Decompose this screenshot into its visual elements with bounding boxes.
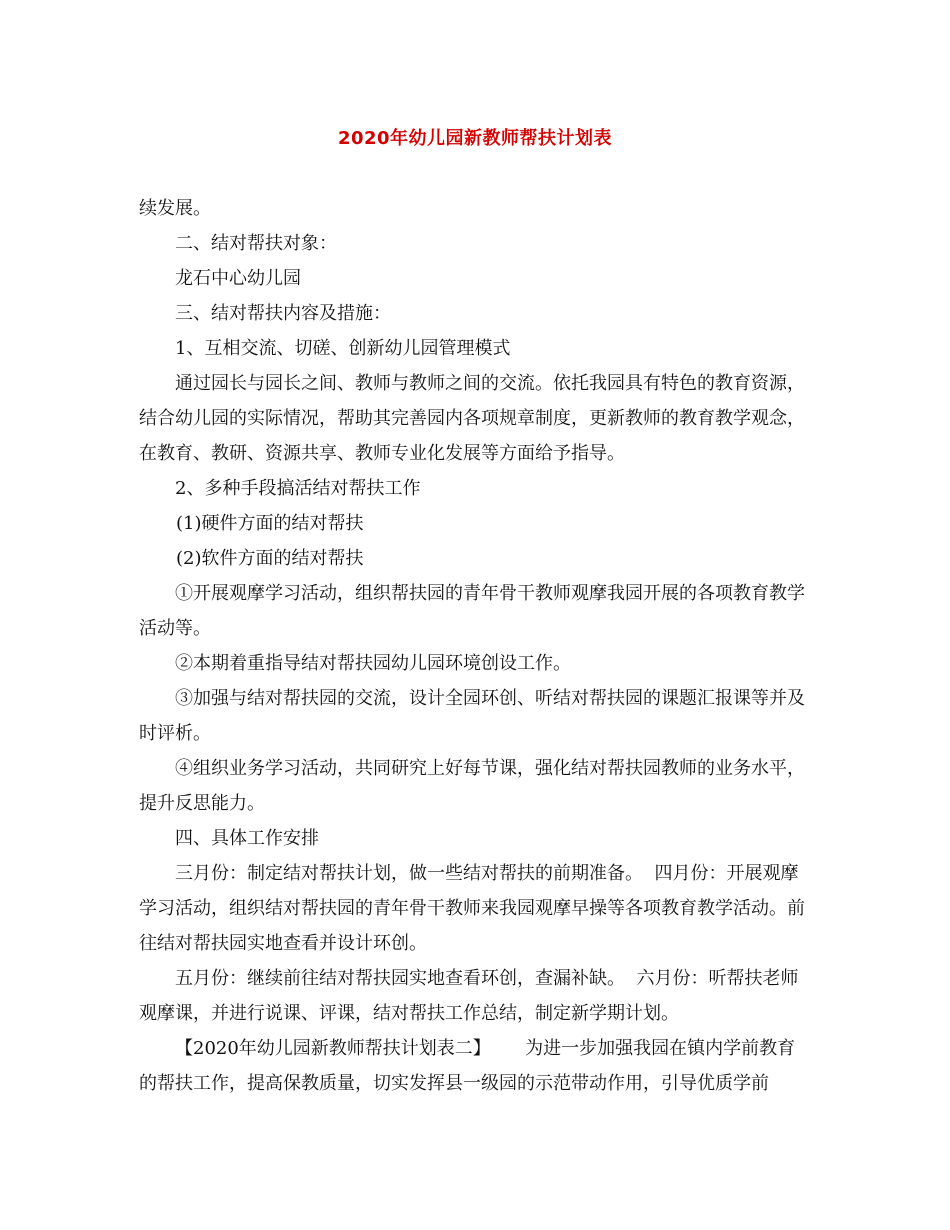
item-study: ④组织业务学习活动，共同研究上好每节课，强化结对帮扶园教师的业务水平，提升反思能力。 [139, 758, 805, 814]
item-software: (2)软件方面的结对帮扶 [176, 548, 364, 569]
paragraph-may-june: 五月份：继续前往结对帮扶园实地查看环创，查漏补缺。 六月份：听帮扶老师观摩课，并进行说课、评课，结对帮扶工作总结，制定新学期计划。 [139, 968, 799, 1024]
item-communication: ③加强与结对帮扶园的交流，设计全园环创、听结对帮扶园的课题汇报课等并及时评析。 [139, 688, 805, 744]
subheading-methods: 2、多种手段搞活结对帮扶工作 [175, 478, 421, 499]
item-hardware: (1)硬件方面的结对帮扶 [176, 513, 364, 534]
paragraph-target-school: 龙石中心幼儿园 [175, 268, 301, 289]
item-observation: ①开展观摩学习活动，组织帮扶园的青年骨干教师观摩我园开展的各项教育教学活动等。 [139, 583, 805, 639]
heading-content-measures: 三、结对帮扶内容及措施： [175, 303, 391, 324]
subheading-exchange: 1、互相交流、切磋、创新幼儿园管理模式 [175, 338, 511, 359]
paragraph-plan-two: 【2020年幼儿园新教师帮扶计划表二】 为进一步加强我园在镇内学前教育的帮扶工作，提高保教质量，切实发挥县一级园的示范带动作用，引导优质学前 [139, 1038, 796, 1094]
paragraph-continuation: 续发展。 [139, 198, 211, 219]
document-title: 2020年幼儿园新教师帮扶计划表 [337, 128, 613, 149]
item-environment: ②本期着重指导结对帮扶园幼儿园环境创设工作。 [175, 653, 571, 674]
heading-pairing-target: 二、结对帮扶对象： [175, 233, 337, 254]
document-body [139, 191, 811, 1101]
paragraph-march-april: 三月份：制定结对帮扶计划，做一些结对帮扶的前期准备。 四月份：开展观摩学习活动，组织结对帮扶园的青年骨干教师来我园观摩早操等各项教育教学活动。前往结对帮扶园实地查看并设计环创。 [139, 863, 805, 954]
paragraph-exchange: 通过园长与园长之间、教师与教师之间的交流。依托我园具有特色的教育资源，结合幼儿园的实际情况，帮助其完善园内各项规章制度，更新教师的教育教学观念，在教育、教研、资源共享、教师专业化发展等方面给予指导。 [139, 373, 805, 464]
heading-schedule: 四、具体工作安排 [175, 828, 319, 849]
